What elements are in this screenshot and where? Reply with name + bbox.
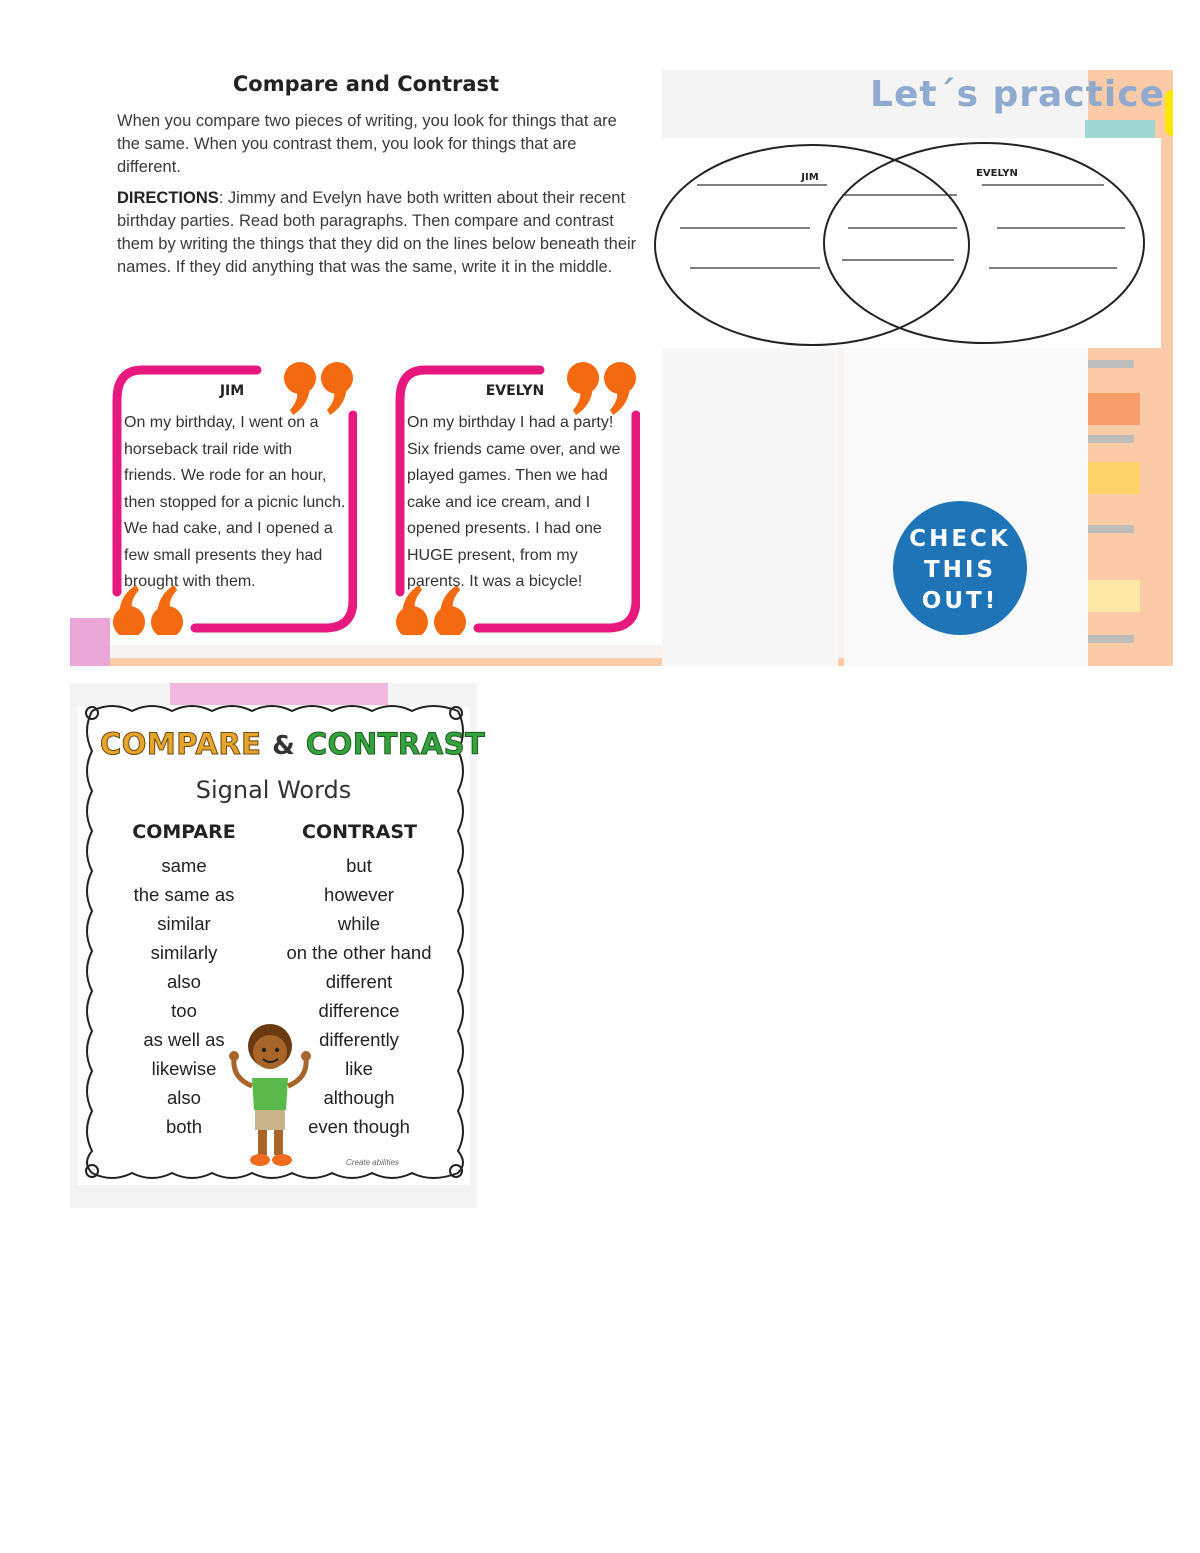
check-button-line-1: CHECK — [909, 526, 1011, 552]
list-item: however — [324, 884, 394, 905]
title-contrast: CONTRAST — [305, 727, 486, 761]
title-ampersand: & — [272, 731, 296, 761]
decorative-strip — [70, 618, 110, 666]
poster-title — [100, 727, 485, 761]
compare-contrast-worksheet — [70, 70, 1173, 666]
list-item: likewise — [151, 1058, 217, 1079]
venn-label-evelyn: EVELYN — [976, 168, 1018, 179]
list-item: differently — [319, 1029, 399, 1050]
jim-paragraph-card — [107, 360, 357, 635]
list-item: difference — [318, 1000, 400, 1021]
decorative-tab — [1088, 580, 1140, 612]
worksheet-directions — [117, 187, 642, 279]
decorative-tab — [1088, 435, 1134, 443]
list-item: too — [171, 1000, 197, 1021]
list-item: the same as — [133, 884, 235, 905]
check-button-line-3: OUT! — [921, 588, 999, 614]
check-this-out-button[interactable] — [893, 501, 1027, 635]
list-item: although — [323, 1087, 395, 1108]
list-item: on the other hand — [286, 942, 432, 963]
evelyn-paragraph-card — [390, 360, 640, 635]
card-name: EVELYN — [485, 383, 545, 399]
venn-diagram-panel — [652, 138, 1161, 348]
writing-lines — [680, 185, 1125, 268]
decorative-tab — [1088, 393, 1140, 425]
list-item: even though — [308, 1116, 410, 1137]
list-item: as well as — [143, 1029, 225, 1050]
list-item: both — [165, 1116, 202, 1137]
venn-diagram — [652, 138, 1161, 348]
card-paragraph: On my birthday, I went on a horseback trail ride with friends. We rode for an hour, then stopped for a picnic lunch. We had cake, and I opened a few small presents they had brought with them. — [124, 414, 346, 590]
blank-column — [662, 348, 838, 666]
compare-column-header: COMPARE — [132, 821, 236, 843]
poster-credit: Create abilities — [346, 1158, 399, 1167]
list-item: but — [346, 855, 372, 876]
list-item: like — [345, 1058, 373, 1079]
list-item: similarly — [150, 942, 218, 963]
list-item: also — [167, 1087, 201, 1108]
decorative-tab — [1088, 462, 1140, 494]
worksheet-title: Compare and Contrast — [232, 72, 500, 96]
poster-subtitle: Signal Words — [195, 776, 352, 804]
decorative-tab — [1088, 360, 1134, 368]
child-illustration — [222, 1018, 322, 1178]
list-item: while — [337, 913, 381, 934]
list-item: same — [161, 855, 207, 876]
directions-text: : Jimmy and Evelyn have both written about their recent birthday parties. Read both paragraphs. Then compare and contrast them by writing the things that they did on the lines below beneath their names. If they did anything that was the same, write it in the middle. — [117, 189, 637, 276]
decorative-tab — [1088, 635, 1134, 643]
list-item: similar — [157, 913, 211, 934]
list-item: different — [325, 971, 393, 992]
worksheet-intro: When you compare two pieces of writing, you look for things that are the same. When you contrast them, you look for things that are different. — [117, 112, 617, 176]
venn-label-jim: JIM — [801, 172, 819, 183]
title-compare: COMPARE — [100, 727, 262, 761]
check-button-line-2: THIS — [923, 557, 997, 583]
card-paragraph: On my birthday I had a party! Six friends came over, and we played games. Then we had cake and ice cream, and I opened presents. I had one HUGE present, from my parents. It was a bicycle! — [407, 414, 621, 590]
list-item: also — [167, 971, 201, 992]
decorative-tab — [1088, 525, 1134, 533]
signal-words-poster — [70, 683, 486, 1208]
contrast-column-header: CONTRAST — [302, 821, 417, 843]
decorative-marker — [1165, 90, 1173, 136]
lets-practice-heading: Let´s practice — [870, 74, 1165, 115]
card-name: JIM — [219, 383, 245, 399]
directions-label: DIRECTIONS — [117, 189, 219, 207]
